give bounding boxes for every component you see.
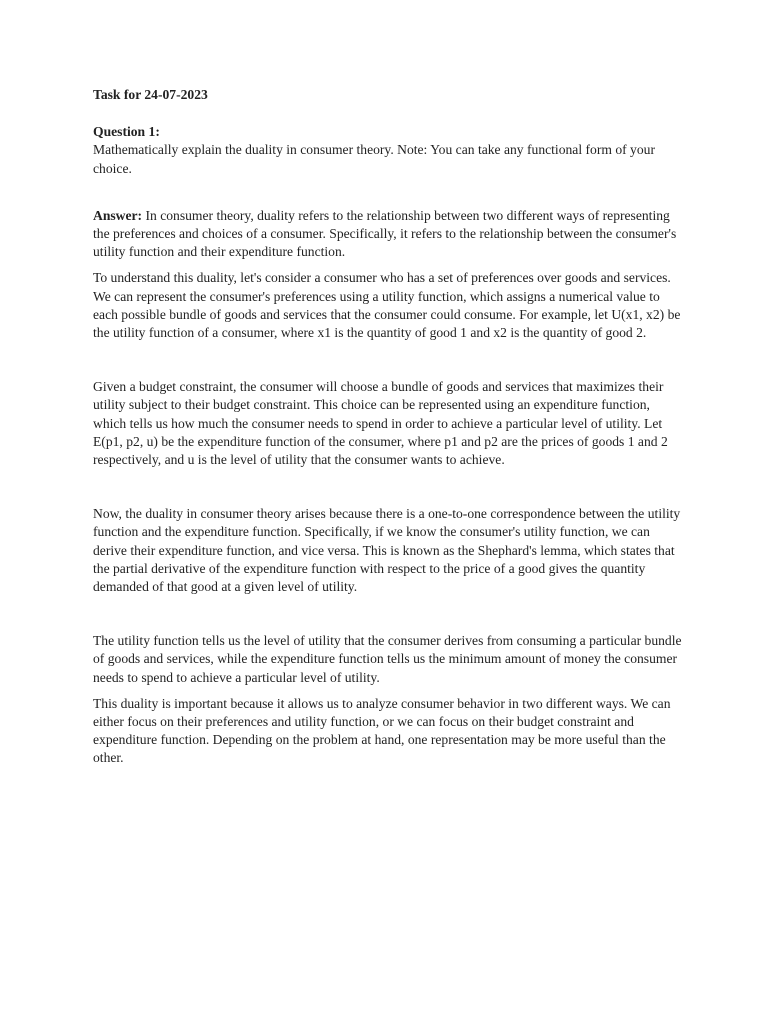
paragraph-importance: This duality is important because it allows us to analyze consumer behavior in two different ways. We can either focus on their preferences and utility function, or we can focus on their budget constraint and expenditure function. Depending on the problem at hand, one representation may be more useful than the other.	[93, 695, 671, 766]
task-title: Task for 24-07-2023	[93, 87, 208, 102]
document-page	[93, 86, 683, 768]
question-heading: Question 1:	[93, 124, 160, 140]
paragraph-utility-function: To understand this duality, let's consider a consumer who has a set of preferences over goods and services. We can represent the consumer's preferences using a utility function, which assigns a numerical value to each possible bundle of goods and services that the consumer could consume. For example, let U(x1, x2) be the utility function of a consumer, where x1 is the quantity of good 1 and x2 is the quantity of good 2.	[93, 270, 681, 341]
paragraph-utility-vs-expenditure: The utility function tells us the level of utility that the consumer derives from consuming a particular bundle of goods and services, while the expenditure function tells us the minimum amount of money the consumer needs to spend to achieve a particular level of utility.	[93, 633, 682, 685]
paragraph-expenditure-function: Given a budget constraint, the consumer will choose a bundle of goods and services that maximizes their utility subject to their budget constraint. This choice can be represented using an expenditure function, which tells us how much the consumer needs to spend in order to achieve a particular level of utility. Let E(p1, p2, u) be the expenditure function of the consumer, where p1 and p2 are the prices of goods 1 and 2 respectively, and u is the level of utility that the consumer wants to achieve.	[93, 379, 668, 468]
answer-paragraph	[93, 207, 683, 262]
answer-intro: In consumer theory, duality refers to the relationship between two different ways of representing the preferences and choices of a consumer. Specifically, it refers to the relationship between the consumer's utility function and their expenditure function.	[93, 207, 677, 260]
answer-label: Answer:	[93, 207, 143, 223]
paragraph-duality-correspondence: Now, the duality in consumer theory arises because there is a one-to-one correspondence between the utility function and the expenditure function. Specifically, if we know the consumer's utility function, we can derive their expenditure function, and vice versa. This is known as the Shephard's lemma, which states that the partial derivative of the expenditure function with respect to the price of a good gives the quantity demanded of that good at a given level of utility.	[93, 506, 681, 595]
question-text: Mathematically explain the duality in consumer theory. Note: You can take any functional form of your choice.	[93, 142, 655, 176]
